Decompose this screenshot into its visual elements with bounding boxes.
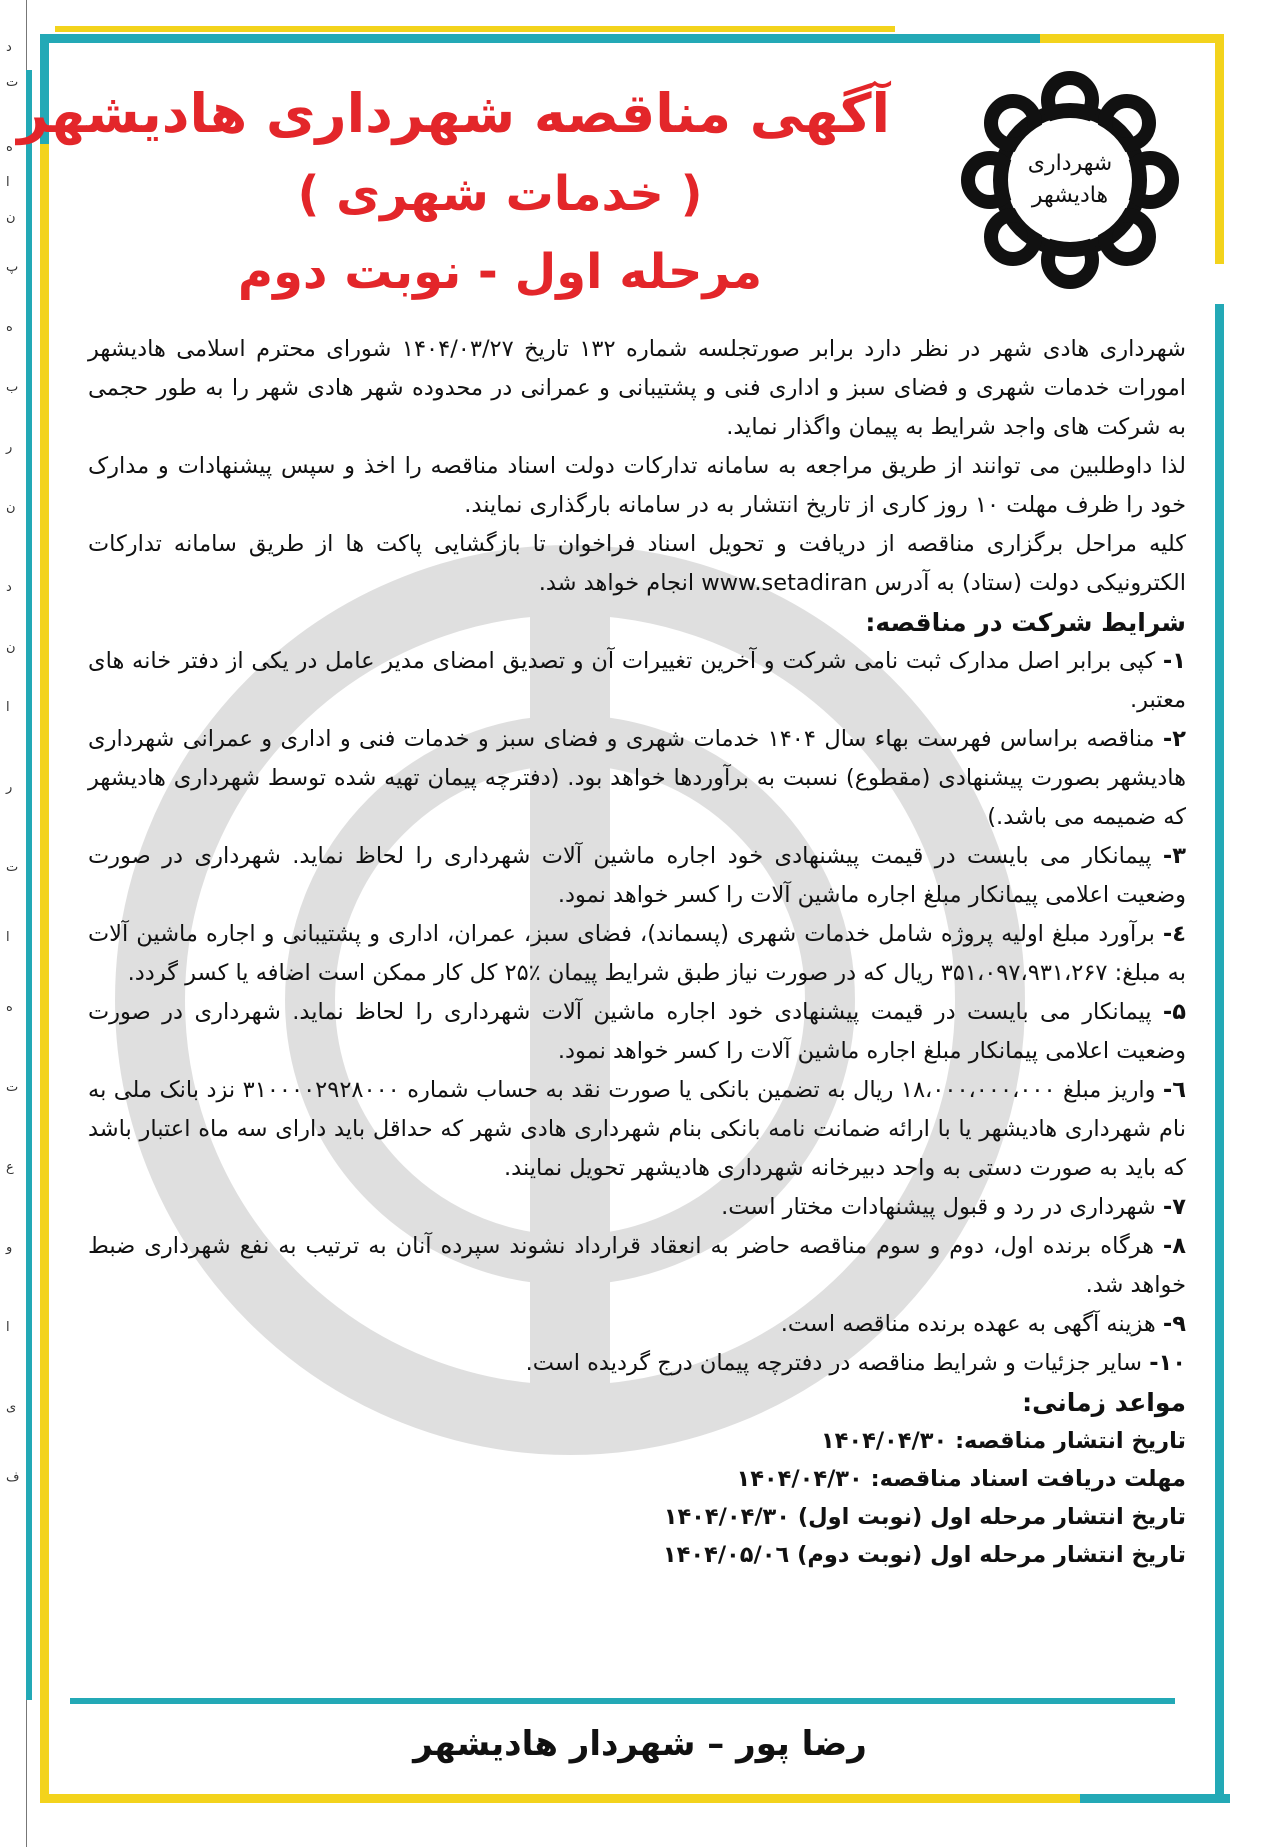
logo-text-1: شهرداری — [1027, 151, 1113, 176]
schedule-item: تاریخ انتشار مناقصه: ۱۴۰۴/۰۴/۳۰ — [820, 1428, 1186, 1454]
conditions-heading: شرایط شرکت در مناقصه: — [865, 608, 1186, 637]
frame-accent — [26, 70, 32, 1700]
logo-text-2: هادیشهر — [1031, 183, 1109, 208]
condition-item: ۲- مناقصه براساس فهرست بهاء سال ۱۴۰۴ خدمات شهری و فضای سبز و خدمات فنی و اداری و عمرانی شهرداری هادیشهر بصورت پیشنهادی (مقطوع) نسبت به برآوردها خواهد بود. (دفترچه پیمان تهیه شده توسط شهرداری هادیشهر که ضمیمه می باشد.) — [88, 726, 1186, 830]
intro-paragraph-1: شهرداری هادی شهر در نظر دارد برابر صورتجلسه شماره ۱۳۲ تاریخ ۱۴۰۴/۰۳/۲۷ شورای محترم اسلامی هادیشهر امورات خدمات شهری و فضای سبز و اداری فنی و پشتیبانی و عمرانی در محدوده شهر هادی شهر را به طور حجمی به شرکت های واجد شرایط به پیمان واگذار نماید. — [88, 336, 1187, 440]
condition-item: ۳- پیمانکار می بایست در قیمت پیشنهادی خود اجاره ماشین آلات شهرداری را لحاظ نماید. شهرداری در صورت وضعیت اعلامی پیمانکار مبلغ اجاره ماشین آلات را کسر خواهد نمود. — [88, 843, 1186, 908]
signature: رضا پور – شهردار هادیشهر — [413, 1724, 867, 1764]
condition-item: ۱۰- سایر جزئیات و شرایط مناقصه در دفترچه پیمان درج گردیده است. — [525, 1350, 1186, 1376]
condition-item: ۸- هرگاه برنده اول، دوم و سوم مناقصه حاضر به انعقاد قرارداد نشوند سپرده آنان به ترتیب به نفع شهرداری ضبط خواهد شد. — [88, 1233, 1186, 1298]
condition-item: ٤- برآورد مبلغ اولیه پروژه شامل خدمات شهری (پسماند)، فضای سبز، عمران، اداری و پشتیبانی و اجاره ماشین آلات به مبلغ: ۳۵۱،۰۹۷،۹۳۱،۲۶۷ ریال که در صورت نیاز طبق شرایط پیمان ٪۲۵ کل کار ممکن است اضافه یا کسر گردد. — [88, 921, 1186, 986]
condition-item: ۹- هزینه آگهی به عهده برنده مناقصه است. — [780, 1311, 1186, 1337]
frame-accent — [55, 26, 895, 32]
notice-subtitle: ( خدمات شهری ) — [297, 166, 703, 222]
intro-paragraph-3: کلیه مراحل برگزاری مناقصه از دریافت و تحویل اسناد فراخوان تا بازگشایی پاکت ها از طریق سامانه تدارکات الکترونیکی دولت (ستاد) به آدرس www.setadiran انجام خواهد شد. — [88, 531, 1186, 596]
schedule-item: تاریخ انتشار مرحله اول (نوبت اول) ۱۴۰۴/۰۴/۳۰ — [663, 1504, 1186, 1530]
left-margin-column: د ت ه ا ن پ ه ب ر ن د ن ا ر ت ا ه ت ع و ا ی ف — [0, 0, 27, 1847]
schedule-heading: مواعد زمانی: — [1022, 1388, 1186, 1417]
schedule-item: تاریخ انتشار مرحله اول (نوبت دوم) ۱۴۰۴/۰۵/۰٦ — [662, 1542, 1186, 1568]
condition-item: ۵- پیمانکار می بایست در قیمت پیشنهادی خود اجاره ماشین آلات شهرداری را لحاظ نماید. شهرداری در صورت وضعیت اعلامی پیمانکار مبلغ اجاره ماشین آلات را کسر خواهد نمود. — [88, 999, 1186, 1064]
municipality-logo — [950, 60, 1190, 300]
schedule-item: مهلت دریافت اسناد مناقصه: ۱۴۰۴/۰۴/۳۰ — [736, 1466, 1186, 1492]
condition-item: ٦- واریز مبلغ ۱۸،۰۰۰،۰۰۰،۰۰۰ ریال به تضمین بانکی یا صورت نقد به حساب شماره ۳۱۰۰۰۰۲۹۲۸۰۰۰ نزد بانک ملی به نام شهرداری هادیشهر یا با ارائه ضمانت نامه بانکی بنام شهرداری هادی شهر که حداقل باید دارای سه ماه اعتبار باشد که باید به صورت دستی به واحد دبیرخانه شهرداری هادیشهر تحویل نمایند. — [88, 1077, 1186, 1181]
condition-item: ۷- شهرداری در رد و قبول پیشنهادات مختار است. — [721, 1194, 1186, 1220]
condition-item: ۱- کپی برابر اصل مدارک ثبت نامی شرکت و آخرین تغییرات آن و تصدیق امضای مدیر عامل در یکی از دفتر خانه های معتبر. — [88, 648, 1186, 713]
intro-paragraph-2: لذا داوطلبین می توانند از طریق مراجعه به سامانه تدارکات دولت اسناد مناقصه را اخذ و سپس پیشنهادات و مدارک خود را ظرف مهلت ۱۰ روز کاری از تاریخ انتشار به در سامانه بارگذاری نمایند. — [88, 453, 1186, 518]
notice-title: آگهی مناقصه شهرداری هادیشهر — [17, 82, 890, 145]
schedule-list — [88, 1422, 1186, 1574]
frame-accent — [70, 1698, 1175, 1704]
notice-stage: مرحله اول - نوبت دوم — [237, 244, 763, 300]
notice-body — [88, 330, 1186, 1574]
